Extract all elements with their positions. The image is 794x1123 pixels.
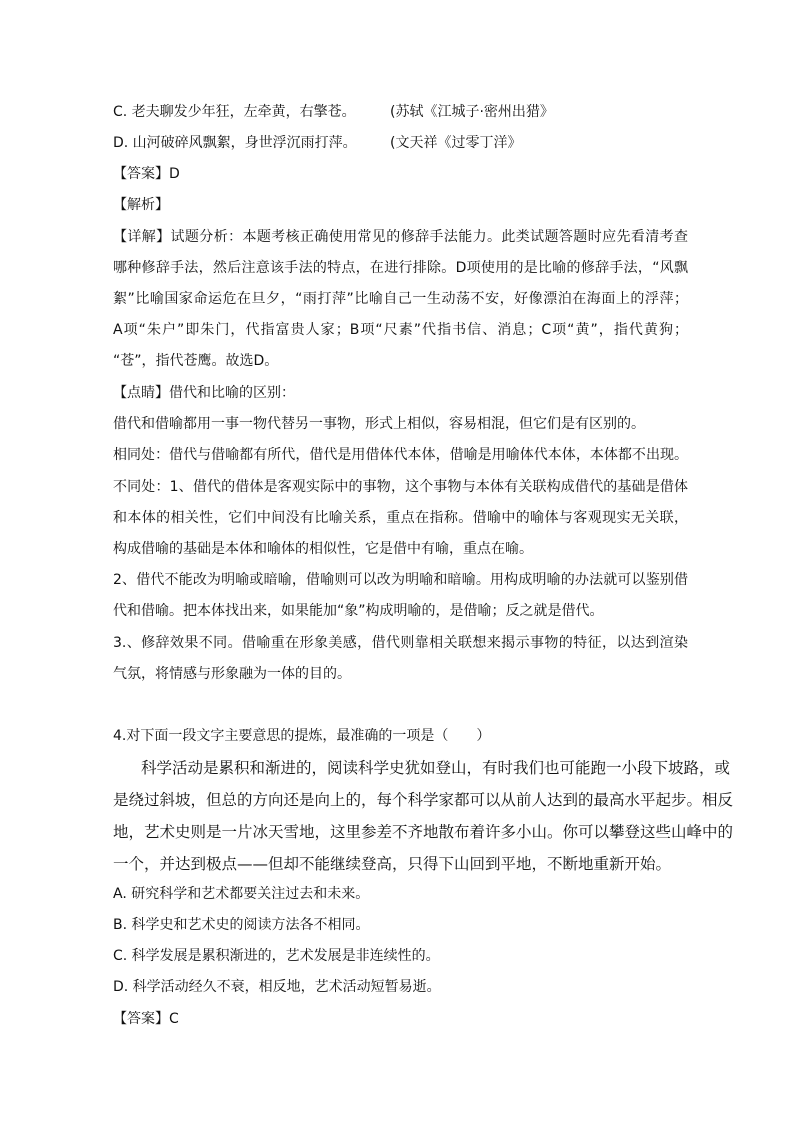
- q3-point-line: 2、借代不能改为明喻或暗喻，借喻则可以改为明喻和暗喻。用构成明喻的办法就可以鉴别借: [113, 572, 688, 588]
- q3-point-line: 不同处：1、借代的借体是客观实际中的事物，这个事物与本体有关联构成借代的基础是借体: [113, 479, 688, 495]
- q4-option-d: D. 科学活动经久不衰，相反地，艺术活动短暂易逝。: [113, 979, 441, 995]
- q3-point-line: 代和借喻。把本体找出来，如果能加“象”构成明喻的，是借喻；反之就是借代。: [113, 603, 604, 619]
- option-c-source: (苏轼《江城子·密州出猎》: [390, 104, 554, 120]
- q3-point-line: 借代和借喻都用一事一物代替另一事物，形式上相似，容易相混，但它们是有区别的。: [113, 416, 645, 432]
- q4-option-c: C. 科学发展是累积渐进的，艺术发展是非连续性的。: [113, 948, 440, 964]
- q3-detail-line: A项“朱户”即朱门，代指富贵人家；B项“尺素”代指书信、消息；C项“黄”，指代黄狗；: [113, 322, 688, 338]
- q3-detail-line: “苍”，指代苍鹰。故选D。: [113, 353, 279, 369]
- q3-answer: 【答案】D: [113, 166, 180, 182]
- q4-passage-line: 一个，并达到极点——但却不能继续登高，只得下山回到平地，不断地重新开始。: [113, 855, 672, 873]
- q4-passage-line: 地，艺术史则是一片冰天雪地，这里参差不齐地散布着许多小山。你可以攀登这些山峰中的: [113, 823, 734, 841]
- q3-point-line: 【点睛】借代和比喻的区别：: [113, 385, 295, 401]
- q3-point-line: 气氛，将情感与形象融为一体的目的。: [113, 666, 351, 682]
- q4-option-a: A. 研究科学和艺术都要关注过去和未来。: [113, 886, 370, 902]
- q3-point-line: 3.、修辞效果不同。借喻重在形象美感，借代则靠相关联想来揭示事物的特征，以达到渲染: [113, 635, 688, 651]
- option-c-text: C. 老夫聊发少年狂，左牵黄，右擎苍。: [113, 104, 356, 120]
- q4-answer: 【答案】C: [113, 1011, 179, 1027]
- q4-passage-line: 科学活动是累积和渐进的，阅读科学史犹如登山，有时我们也可能跑一小段下坡路，或: [141, 759, 731, 777]
- q3-detail-line: 【详解】试题分析：本题考核正确使用常见的修辞手法能力。此类试题答题时应先看清考查: [113, 229, 688, 245]
- q3-analysis-label: 【解析】: [113, 197, 169, 213]
- q3-point-line: 构成借喻的基础是本体和喻体的相似性，它是借中有喻，重点在喻。: [113, 541, 533, 557]
- q3-detail-line: 哪种修辞手法，然后注意该手法的特点，在进行排除。D项使用的是比喻的修辞手法，“风飘: [113, 260, 688, 276]
- option-d-source: (文天祥《过零丁洋》: [390, 135, 522, 151]
- q3-point-line: 和本体的相关性，它们中间没有比喻关系，重点在指称。借喻中的喻体与客观现实无关联，: [113, 510, 688, 526]
- q4-passage-line: 是绕过斜坡，但总的方向还是向上的，每个科学家都可以从前人达到的最高水平起步。相反: [113, 791, 734, 809]
- q3-detail-line: 絮”比喻国家命运危在旦夕，“雨打萍”比喻自己一生动荡不安，好像漂泊在海面上的浮萍；: [113, 291, 688, 307]
- q3-point-line: 相同处：借代与借喻都有所代，借代是用借体代本体，借喻是用喻体代本体，本体都不出现。: [113, 447, 688, 463]
- option-d-text: D. 山河破碎风飘絮，身世浮沉雨打萍。: [113, 135, 357, 151]
- q4-question: 4.对下面一段文字主要意思的提炼，最准确的一项是（ ）: [113, 728, 491, 744]
- q4-option-b: B. 科学史和艺术史的阅读方法各不相同。: [113, 917, 370, 933]
